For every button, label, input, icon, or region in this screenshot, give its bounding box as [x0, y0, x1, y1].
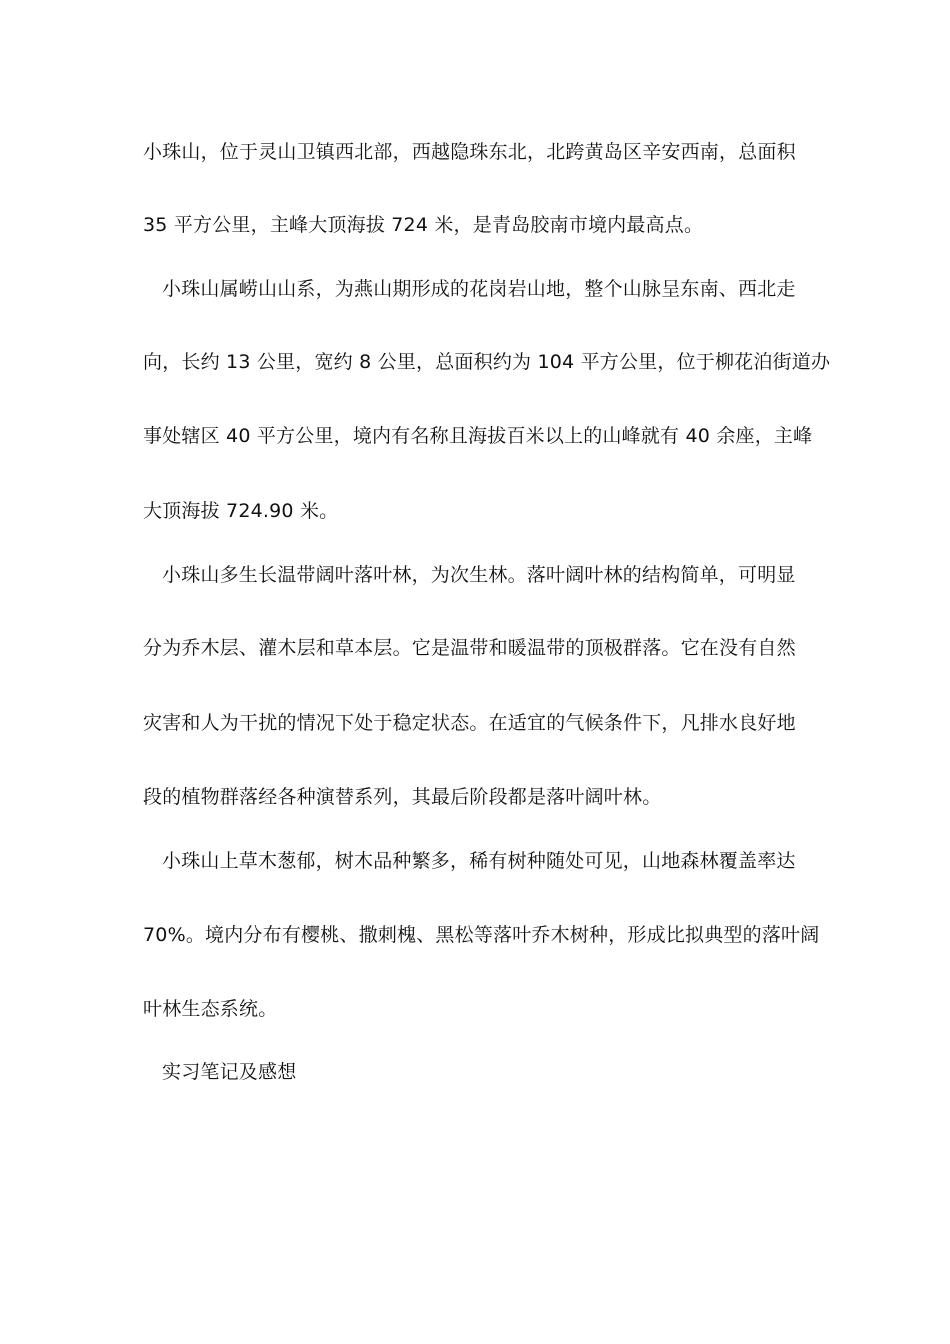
paragraph-2-line-3: 事处辖区 40 平方公里，境内有名称且海拔百米以上的山峰就有 40 余座，主峰: [143, 425, 813, 447]
paragraph-3-line-4: 段的植物群落经各种演替系列，其最后阶段都是落叶阔叶林。: [143, 786, 662, 808]
paragraph-2-line-4: 大顶海拔 724.90 米。: [143, 500, 339, 522]
paragraph-2-line-2: 向，长约 13 公里，宽约 8 公里，总面积约为 104 平方公里，位于柳花泊街道办: [143, 351, 831, 373]
paragraph-1-line-1: 小珠山，位于灵山卫镇西北部，西越隐珠东北，北跨黄岛区辛安西南，总面积: [143, 141, 796, 163]
paragraph-2-line-1: 小珠山属崂山山系，为燕山期形成的花岗岩山地，整个山脉呈东南、西北走: [162, 278, 796, 300]
paragraph-3-line-3: 灾害和人为干扰的情况下处于稳定状态。在适宜的气候条件下，凡排水良好地: [143, 712, 796, 734]
paragraph-1-line-2: 35 平方公里，主峰大顶海拔 724 米，是青岛胶南市境内最高点。: [143, 214, 704, 236]
section-heading: 实习笔记及感想: [162, 1061, 297, 1083]
paragraph-4-line-1: 小珠山上草木葱郁，树木品种繁多，稀有树种随处可见，山地森林覆盖率达: [162, 850, 796, 872]
paragraph-3-line-1: 小珠山多生长温带阔叶落叶林，为次生林。落叶阔叶林的结构简单，可明显: [162, 564, 796, 586]
paragraph-3-line-2: 分为乔木层、灌木层和草本层。它是温带和暖温带的顶极群落。它在没有自然: [143, 637, 796, 659]
paragraph-4-line-2: 70%。境内分布有樱桃、撒刺槐、黑松等落叶乔木树种，形成比拟典型的落叶阔: [143, 924, 820, 946]
paragraph-4-line-3: 叶林生态系统。: [143, 998, 278, 1020]
